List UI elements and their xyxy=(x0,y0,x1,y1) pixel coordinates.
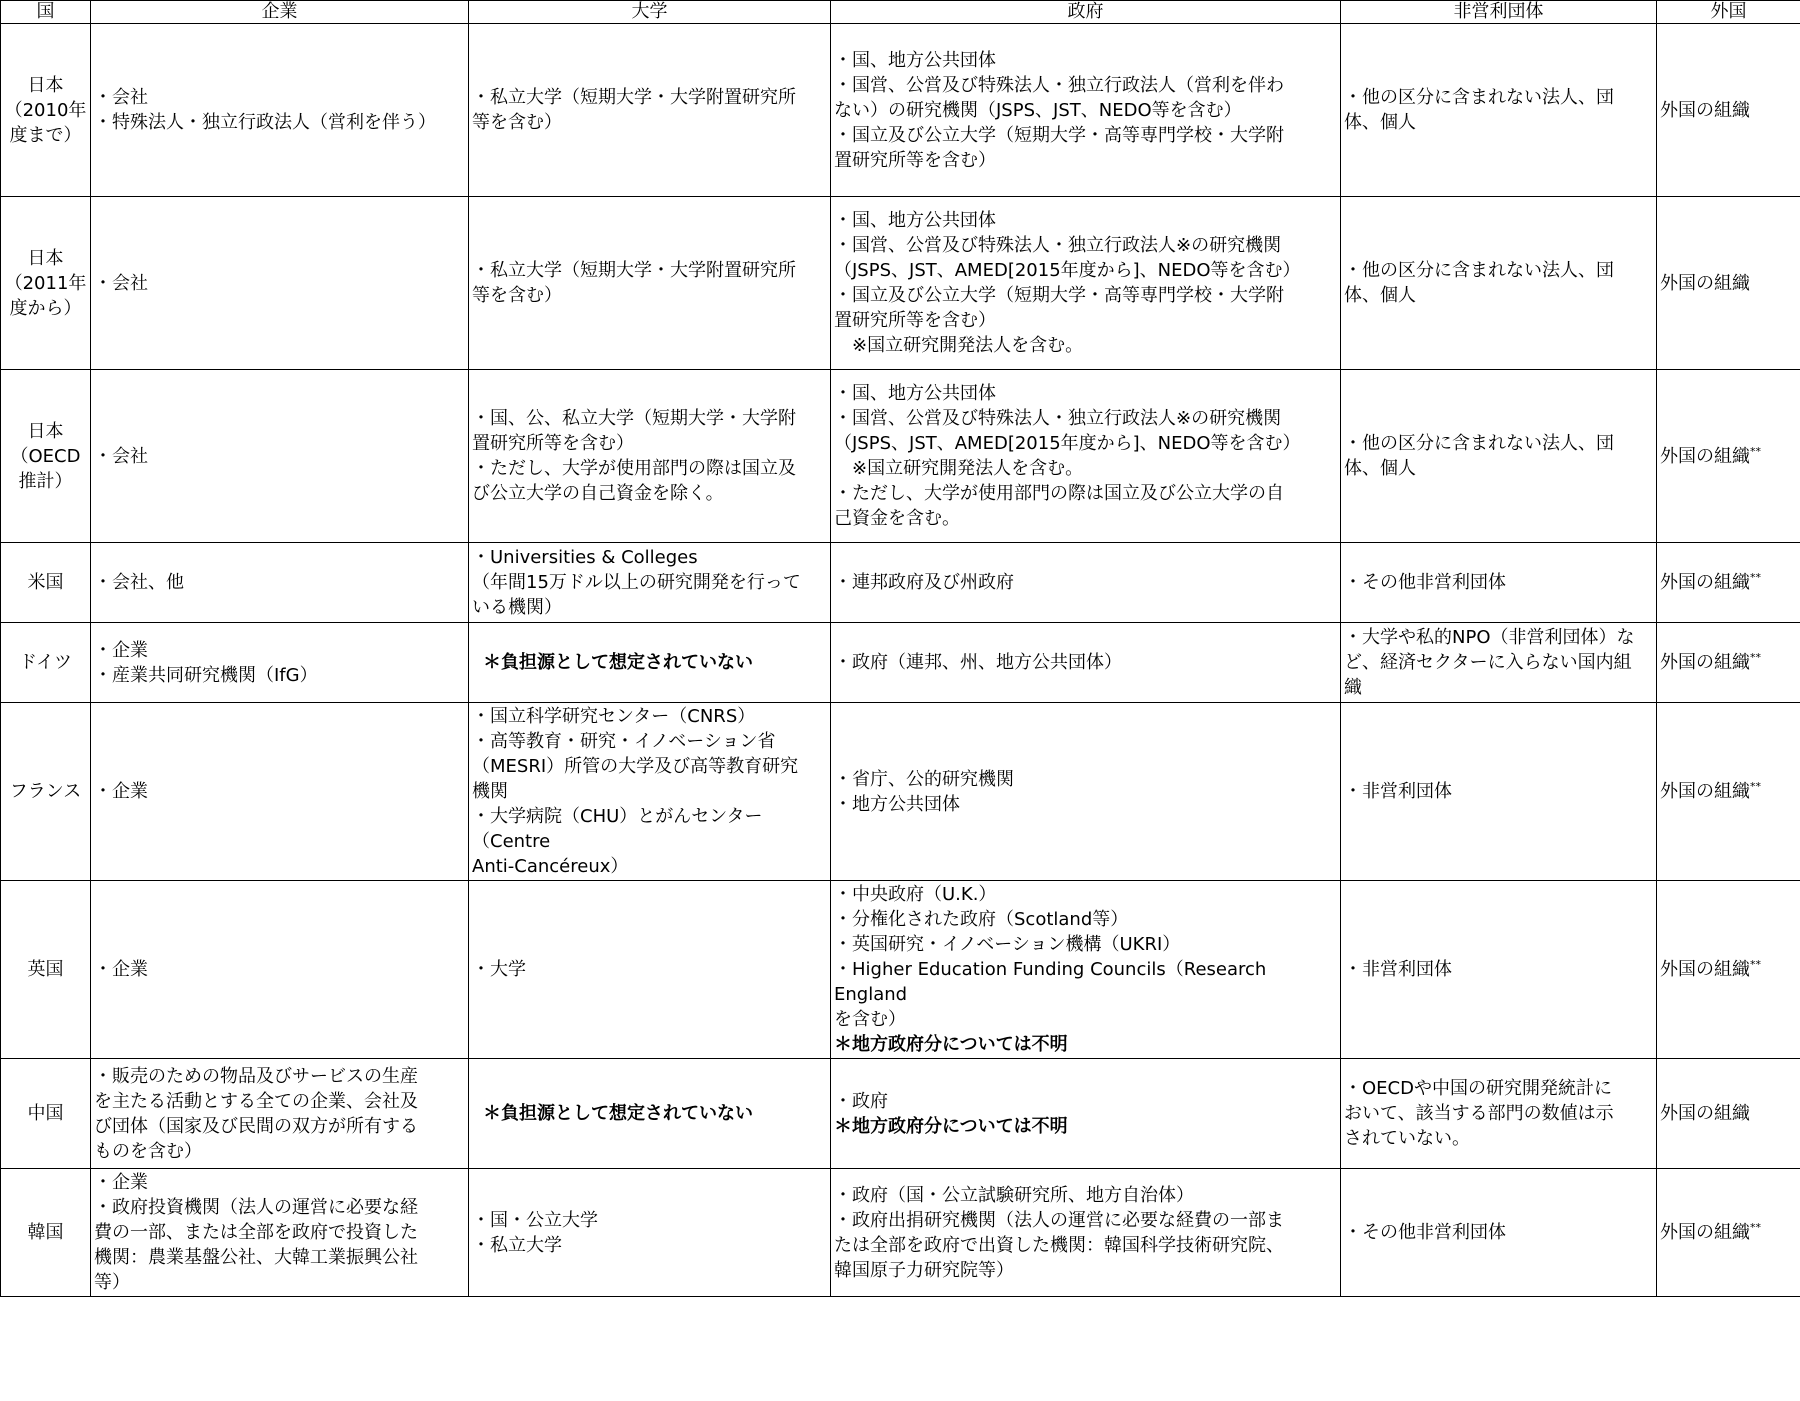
kigyo-line: ・企業 xyxy=(94,1172,148,1193)
kigyo-line: ・企業 xyxy=(94,639,148,661)
seifu-line: （JSPS、JST、AMED[2015年度から]、NEDO等を含む） xyxy=(834,260,1301,281)
note-text: ＊負担源として想定されていない xyxy=(483,1103,753,1124)
nonprofit-cell xyxy=(1341,197,1657,370)
foreign-cell xyxy=(1657,703,1800,881)
country-line: ドイツ xyxy=(18,652,73,673)
country-line: （2011年 xyxy=(4,272,87,294)
government-cell xyxy=(831,881,1341,1059)
university-cell xyxy=(469,703,831,881)
country-line: 日本 xyxy=(27,247,64,269)
business-cell xyxy=(91,197,469,370)
seifu-line: ・政府 xyxy=(834,1090,888,1112)
daigaku-line: 等を含む） xyxy=(472,285,562,306)
university-cell xyxy=(469,1169,831,1297)
seifu-line: ・国、地方公共団体 xyxy=(834,49,996,71)
daigaku-line: ・大学 xyxy=(472,959,526,980)
foreign-text: 外国の組織 xyxy=(1660,272,1750,294)
country-line: 米国 xyxy=(27,572,64,593)
table-row xyxy=(1,1059,1800,1169)
country-cell xyxy=(1,197,91,370)
foreign-text: 外国の組織 xyxy=(1660,781,1750,802)
country-cell xyxy=(1,703,91,881)
seifu-line: ・政府出捐研究機関（法人の運営に必要な経費の一部ま xyxy=(834,1209,1284,1231)
business-cell xyxy=(91,543,469,623)
hieiri-line: ・他の区分に含まれない法人、団 xyxy=(1344,260,1614,281)
kigyo-line: ・企業 xyxy=(94,959,148,980)
foreign-text: 外国の組織 xyxy=(1660,1103,1750,1124)
nonprofit-cell xyxy=(1341,370,1657,543)
business-cell xyxy=(91,623,469,703)
seifu-line: ・Higher Education Funding Councils（Research England xyxy=(834,959,1267,1005)
hieiri-line: ・非営利団体 xyxy=(1344,959,1452,980)
university-cell xyxy=(469,881,831,1059)
government-cell xyxy=(831,1169,1341,1297)
daigaku-line: ・ただし、大学が使用部門の際は国立及 xyxy=(472,458,796,479)
foreign-cell xyxy=(1657,1169,1800,1297)
kigyo-line: ・会社 xyxy=(94,87,148,108)
daigaku-line: いる機関） xyxy=(472,597,562,618)
kigyo-line: ・特殊法人・独立行政法人（営利を伴う） xyxy=(94,112,436,133)
seifu-line: ※国立研究開発法人を含む。 xyxy=(834,458,1084,479)
hieiri-line: 体、個人 xyxy=(1344,458,1416,479)
footnote-marker: ** xyxy=(1750,444,1761,458)
hieiri-line: 織 xyxy=(1344,677,1362,698)
government-cell xyxy=(831,703,1341,881)
nonprofit-cell xyxy=(1341,543,1657,623)
daigaku-line: び公立大学の自己資金を除く。 xyxy=(472,483,724,504)
foreign-text: 外国の組織 xyxy=(1660,959,1750,980)
hieiri-line: ・他の区分に含まれない法人、団 xyxy=(1344,87,1614,108)
seifu-line: を含む） xyxy=(834,1009,906,1030)
university-cell xyxy=(469,543,831,623)
government-cell xyxy=(831,1059,1341,1169)
kigyo-line: ・政府投資機関（法人の運営に必要な経 xyxy=(94,1197,418,1218)
header-nonprofit: 非営利団体 xyxy=(1341,1,1657,24)
kigyo-line: を主たる活動とする全ての企業、会社及 xyxy=(94,1090,418,1112)
country-cell xyxy=(1,1059,91,1169)
foreign-text: 外国の組織 xyxy=(1660,572,1750,593)
government-cell xyxy=(831,24,1341,197)
seifu-line: 置研究所等を含む） xyxy=(834,310,996,331)
daigaku-line: 置研究所等を含む） xyxy=(472,433,634,454)
country-line: 日本 xyxy=(27,420,64,442)
seifu-line: ・地方公共団体 xyxy=(834,793,960,815)
table-row xyxy=(1,881,1800,1059)
daigaku-line: Anti-Cancéreux） xyxy=(472,856,629,877)
seifu-line: ・中央政府（U.K.） xyxy=(834,884,997,905)
table-row xyxy=(1,1169,1800,1297)
daigaku-line: ・国、公、私立大学（短期大学・大学附 xyxy=(472,408,796,429)
table-row xyxy=(1,24,1800,197)
daigaku-line: ・Universities & Colleges xyxy=(472,547,698,568)
seifu-line: ・政府（連邦、州、地方公共団体） xyxy=(834,652,1122,673)
country-cell xyxy=(1,543,91,623)
table-row xyxy=(1,370,1800,543)
hieiri-line: 体、個人 xyxy=(1344,112,1416,133)
hieiri-line: ・非営利団体 xyxy=(1344,781,1452,802)
country-line: 中国 xyxy=(27,1103,64,1124)
seifu-line: 韓国原子力研究院等） xyxy=(834,1259,1014,1281)
business-cell xyxy=(91,881,469,1059)
country-line: 英国 xyxy=(27,959,64,980)
foreign-text: 外国の組織 xyxy=(1660,99,1750,121)
table-row xyxy=(1,197,1800,370)
foreign-cell xyxy=(1657,623,1800,703)
kigyo-line: ・産業共同研究機関（IfG） xyxy=(94,664,318,686)
seifu-line: ・国立及び公立大学（短期大学・高等専門学校・大学附 xyxy=(834,285,1284,306)
nonprofit-cell xyxy=(1341,881,1657,1059)
kigyo-line: ・会社 xyxy=(94,272,148,294)
nonprofit-cell xyxy=(1341,24,1657,197)
nonprofit-cell xyxy=(1341,1169,1657,1297)
hieiri-line: ・その他非営利団体 xyxy=(1344,1222,1506,1243)
hieiri-line: ・他の区分に含まれない法人、団 xyxy=(1344,433,1614,454)
university-cell xyxy=(469,623,831,703)
seifu-line: ・省庁、公的研究機関 xyxy=(834,768,1014,790)
university-cell xyxy=(469,197,831,370)
note-text: ＊地方政府分については不明 xyxy=(834,1115,1068,1137)
country-cell xyxy=(1,370,91,543)
foreign-text: 外国の組織 xyxy=(1660,1222,1750,1243)
table-row xyxy=(1,623,1800,703)
seifu-line: ※国立研究開発法人を含む。 xyxy=(834,335,1084,356)
daigaku-line: ・大学病院（CHU）とがんセンター（Centre xyxy=(472,806,763,852)
seifu-line: ・連邦政府及び州政府 xyxy=(834,572,1014,593)
government-cell xyxy=(831,623,1341,703)
daigaku-line: ・私立大学（短期大学・大学附置研究所 xyxy=(472,87,796,108)
footnote-marker: ** xyxy=(1750,958,1761,971)
country-line: （OECD xyxy=(10,445,81,467)
note-text: ＊負担源として想定されていない xyxy=(483,652,753,673)
table-body xyxy=(1,24,1800,1297)
note-text: ＊地方政府分については不明 xyxy=(834,1034,1068,1055)
country-line: （2010年 xyxy=(4,99,87,121)
government-cell xyxy=(831,370,1341,543)
seifu-line: ・国、地方公共団体 xyxy=(834,210,996,231)
daigaku-line: （MESRI）所管の大学及び高等教育研究 xyxy=(472,756,799,777)
foreign-cell xyxy=(1657,370,1800,543)
business-cell xyxy=(91,370,469,543)
country-line: 度から） xyxy=(9,297,82,319)
country-cell xyxy=(1,623,91,703)
table-row xyxy=(1,543,1800,623)
daigaku-line: ・国・公立大学 xyxy=(472,1209,598,1231)
footnote-marker: ** xyxy=(1750,780,1761,793)
country-line: 日本 xyxy=(27,74,64,96)
daigaku-line: （年間15万ドル以上の研究開発を行って xyxy=(472,572,801,593)
header-foreign: 外国 xyxy=(1657,1,1800,24)
footnote-marker: ** xyxy=(1750,571,1761,584)
foreign-cell xyxy=(1657,1059,1800,1169)
footnote-marker: ** xyxy=(1750,1221,1761,1234)
kigyo-line: ・会社 xyxy=(94,445,148,467)
seifu-line: ない）の研究機関（JSPS、JST、NEDO等を含む） xyxy=(834,99,1242,121)
hieiri-line: おいて、該当する部門の数値は示 xyxy=(1344,1103,1614,1124)
seifu-line: たは全部を政府で出資した機関：韓国科学技術研究院、 xyxy=(834,1234,1284,1256)
government-cell xyxy=(831,197,1341,370)
hieiri-line: ・大学や私的NPO（非営利団体）な xyxy=(1344,627,1635,648)
seifu-line: ・国営、公営及び特殊法人・独立行政法人（営利を伴わ xyxy=(834,74,1284,96)
daigaku-line: 等を含む） xyxy=(472,112,562,133)
hieiri-line: ど、経済セクターに入らない国内組 xyxy=(1344,652,1632,673)
seifu-line: （JSPS、JST、AMED[2015年度から]、NEDO等を含む） xyxy=(834,433,1301,454)
university-cell xyxy=(469,24,831,197)
foreign-text: 外国の組織 xyxy=(1660,445,1750,467)
seifu-line: ・国営、公営及び特殊法人・独立行政法人※の研究機関 xyxy=(834,408,1282,429)
seifu-line: ・国、地方公共団体 xyxy=(834,383,996,404)
kigyo-line: ・会社、他 xyxy=(94,572,184,593)
header-row xyxy=(1,1,1800,24)
country-line: 推計） xyxy=(18,470,73,492)
header-government: 政府 xyxy=(831,1,1341,24)
seifu-line: ・政府（国・公立試験研究所、地方自治体） xyxy=(834,1184,1194,1206)
kigyo-line: び団体（国家及び民間の双方が所有する xyxy=(94,1115,418,1137)
country-line: 韓国 xyxy=(27,1222,64,1243)
kigyo-line: 費の一部、または全部を政府で投資した xyxy=(94,1222,418,1243)
foreign-text: 外国の組織 xyxy=(1660,652,1750,673)
country-cell xyxy=(1,24,91,197)
seifu-line: 置研究所等を含む） xyxy=(834,149,996,171)
university-cell xyxy=(469,370,831,543)
kigyo-line: ・企業 xyxy=(94,781,148,802)
government-cell xyxy=(831,543,1341,623)
nonprofit-cell xyxy=(1341,1059,1657,1169)
kigyo-line: 等） xyxy=(94,1272,130,1293)
foreign-cell xyxy=(1657,543,1800,623)
header-business: 企業 xyxy=(91,1,469,24)
business-cell xyxy=(91,703,469,881)
daigaku-line: ・高等教育・研究・イノベーション省 xyxy=(472,731,776,752)
business-cell xyxy=(91,1169,469,1297)
business-cell xyxy=(91,1059,469,1169)
nonprofit-cell xyxy=(1341,703,1657,881)
country-line: 度まで） xyxy=(9,124,82,146)
seifu-line: 己資金を含む。 xyxy=(834,508,960,529)
country-cell xyxy=(1,1169,91,1297)
foreign-cell xyxy=(1657,881,1800,1059)
hieiri-line: ・OECDや中国の研究開発統計に xyxy=(1344,1078,1612,1099)
kigyo-line: 機関：農業基盤公社、大韓工業振興公社 xyxy=(94,1247,418,1268)
kigyo-line: ものを含む） xyxy=(94,1140,202,1162)
country-line: フランス xyxy=(9,781,82,802)
daigaku-line: 機関 xyxy=(472,781,508,802)
seifu-line: ・分権化された政府（Scotland等） xyxy=(834,909,1129,930)
header-university: 大学 xyxy=(469,1,831,24)
daigaku-line: ・国立科学研究センター（CNRS） xyxy=(472,706,756,727)
daigaku-line: ・私立大学（短期大学・大学附置研究所 xyxy=(472,260,796,281)
seifu-line: ・ただし、大学が使用部門の際は国立及び公立大学の自 xyxy=(834,483,1284,504)
daigaku-line: ・私立大学 xyxy=(472,1234,562,1256)
table-row xyxy=(1,703,1800,881)
header-country: 国 xyxy=(1,1,91,24)
foreign-cell xyxy=(1657,197,1800,370)
hieiri-line: 体、個人 xyxy=(1344,285,1416,306)
nonprofit-cell xyxy=(1341,623,1657,703)
kigyo-line: ・販売のための物品及びサービスの生産 xyxy=(94,1065,418,1087)
hieiri-line: されていない。 xyxy=(1344,1128,1470,1149)
university-cell xyxy=(469,1059,831,1169)
footnote-marker: ** xyxy=(1750,651,1761,664)
foreign-cell xyxy=(1657,24,1800,197)
business-cell xyxy=(91,24,469,197)
seifu-line: ・英国研究・イノベーション機構（UKRI） xyxy=(834,934,1181,955)
seifu-line: ・国立及び公立大学（短期大学・高等専門学校・大学附 xyxy=(834,124,1284,146)
hieiri-line: ・その他非営利団体 xyxy=(1344,572,1506,593)
seifu-line: ・国営、公営及び特殊法人・独立行政法人※の研究機関 xyxy=(834,235,1282,256)
country-cell xyxy=(1,881,91,1059)
